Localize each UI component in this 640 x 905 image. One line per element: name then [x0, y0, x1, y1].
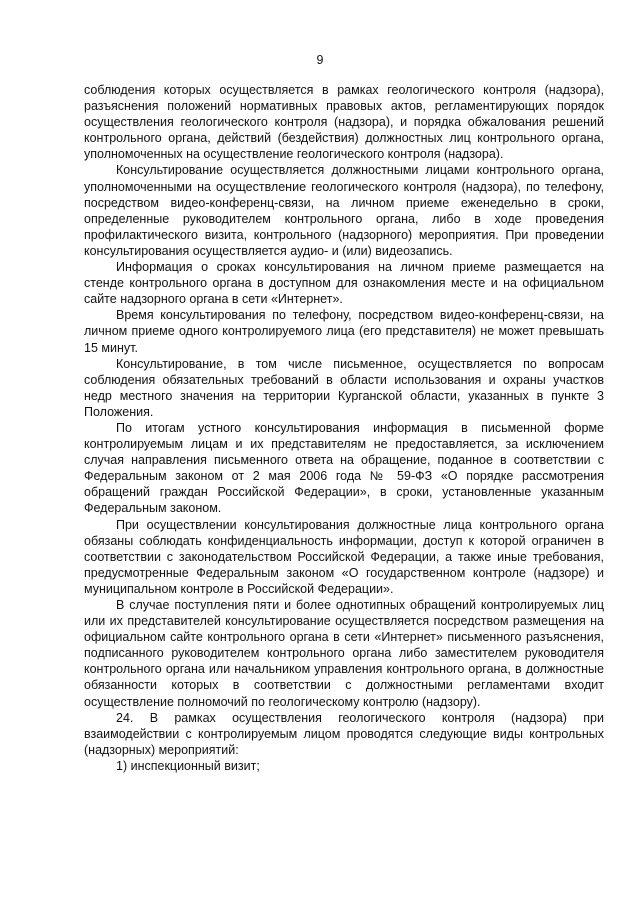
paragraph-confidentiality: При осуществлении консультирования должностные лица контрольного органа обязаны соблюдать конфиденциальность информации, доступ к которой ограничен в соответствии с законодательством Российской Федерации, а также иные требования, предусмотренные Федеральным законом «О государственном контроле (надзоре) и муниципальном контроле в Российской Федерации».: [84, 517, 604, 596]
paragraph-continuation: соблюдения которых осуществляется в рамках геологического контроля (надзора), разъяснения положений нормативных правовых актов, регламентирующих порядок осуществления геологического контроля (надзора), и порядка обжалования решений контрольного органа, действий (бездействия) должностных лиц контрольного органа, уполномоченных на осуществление геологического контроля (надзора).: [84, 83, 604, 162]
paragraph-written-answers: По итогам устного консультирования информация в письменной форме контролируемым лицам и их представителям не предоставляется, за исключением случая направления письменного ответа на обращение, поданное в соответствии с Федеральным законом от 2 мая 2006 года № 59-ФЗ «О порядке рассмотрения обращений граждан Российской Федерации», в сроки, установленные указанным Федеральным законом.: [84, 420, 604, 516]
paragraph-consulting-duration: Время консультирования по телефону, посредством видео-конференц-связи, на личном приеме одного контролируемого лица (его представителя) не может превышать 15 минут.: [84, 308, 604, 355]
paragraph-consulting-topics: Консультирование, в том числе письменное, осуществляется по вопросам соблюдения обязательных требований в области использования и охраны участков недр местного значения на территории Курганской области, указанных в пункте 3 Положения.: [84, 356, 604, 419]
document-body: [84, 82, 604, 774]
paragraph-section-24: 24. В рамках осуществления геологического контроля (надзора) при взаимодействии с контролируемым лицом проводятся следующие виды контрольных (надзорных) мероприятий:: [84, 710, 604, 757]
paragraph-consulting-methods: Консультирование осуществляется должностными лицами контрольного органа, уполномоченными на осуществление геологического контроля (надзора), по телефону, посредством видео-конференц-связи, на личном приеме еженедельно в сроки, определенные руководителем контрольного органа, либо в ходе проведения профилактического визита, контрольного (надзорного) мероприятия. При проведении консультирования осуществляется аудио- и (или) видеозапись.: [84, 163, 604, 258]
paragraph-consulting-schedule: Информация о сроках консультирования на личном приеме размещается на стенде контрольного органа в доступном для ознакомления месте и на официальном сайте надзорного органа в сети «Интернет».: [84, 260, 604, 307]
paragraph-repeated-requests: В случае поступления пяти и более однотипных обращений контролируемых лиц или их представителей консультирование осуществляется посредством размещения на официальном сайте контрольного органа в сети «Интернет» письменного разъяснения, подписанного руководителем контрольного органа либо заместителем руководителя контрольного органа или начальником управления контрольного органа, в должностные обязанности которых в соответствии с должностными регламентами входит осуществление полномочий по геологическому контролю (надзору).: [84, 598, 604, 709]
page-number: 9: [316, 53, 324, 67]
list-item-inspection-visit: 1) инспекционный визит;: [116, 758, 260, 773]
